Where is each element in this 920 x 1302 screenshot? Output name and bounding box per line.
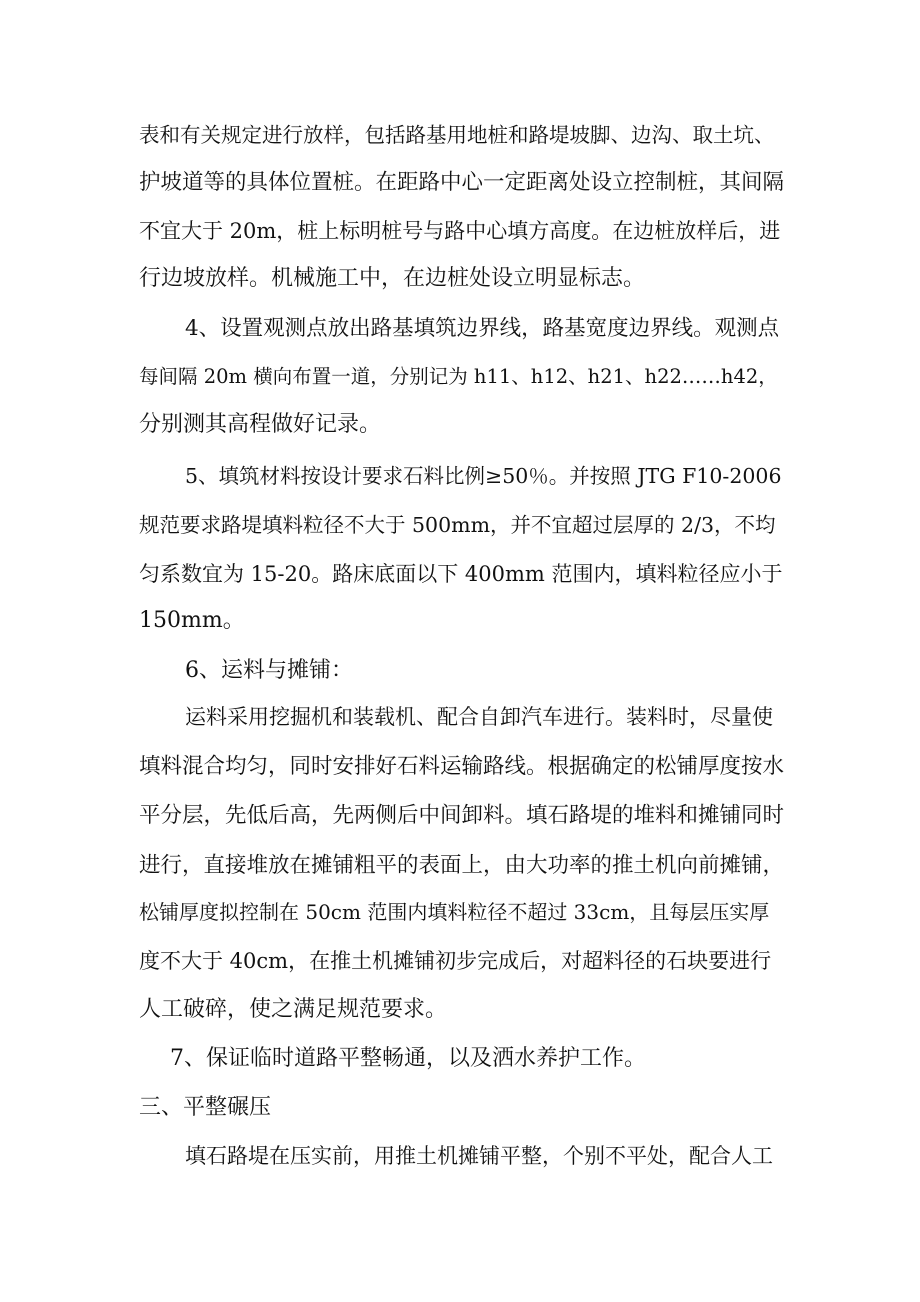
text-line: 填石路堤在压实前，用推土机摊铺平整，个别不平处，配合人工	[185, 1144, 773, 1168]
text-line: 不宜大于 20m，桩上标明桩号与路中心填方高度。在边桩放样后，进	[139, 219, 781, 243]
text-line: 人工破碎，使之满足规范要求。	[139, 997, 448, 1022]
text-line: 护坡道等的具体位置桩。在距路中心一定距离处设立控制桩，其间隔	[139, 170, 785, 195]
text-line: 行边坡放样。机械施工中，在边桩处设立明显标志。	[139, 266, 646, 291]
text-line: 规范要求路堤填料粒径不大于 500mm，并不宜超过层厚的 2/3，不均	[139, 513, 776, 537]
text-line: 每间隔 20m 横向布置一道，分别记为 h11、h12、h21、h22……h42，	[139, 365, 778, 388]
section-heading: 6、运料与摊铺：	[185, 658, 353, 683]
text-line: 运料采用挖掘机和装载机、配合自卸汽车进行。装料时，尽量使	[185, 705, 773, 729]
text-line: 4、设置观测点放出路基填筑边界线，路基宽度边界线。观测点	[185, 316, 780, 341]
section-heading: 三、平整碾压	[139, 1095, 272, 1120]
text-line: 平分层，先低后高，先两侧后中间卸料。填石路堤的堆料和摊铺同时	[139, 803, 785, 828]
text-line: 表和有关规定进行放样，包括路基用地桩和路堤坡脚、边沟、取土坑、	[139, 123, 775, 147]
text-line: 分别测其高程做好记录。	[139, 412, 382, 437]
text-line: 5、填筑材料按设计要求石料比例≥50％。并按照 JTG F10-2006	[185, 464, 782, 488]
text-line: 松铺厚度拟控制在 50cm 范围内填料粒径不超过 33cm，且每层压实厚	[139, 900, 770, 924]
text-line: 7、保证临时道路平整畅通，以及洒水养护工作。	[170, 1046, 646, 1071]
text-line: 填料混合均匀，同时安排好石料运输路线。根据确定的松铺厚度按水	[139, 754, 785, 779]
text-line: 150mm。	[139, 608, 245, 633]
text-line: 度不大于 40cm，在推土机摊铺初步完成后，对超料径的石块要进行	[139, 949, 772, 973]
text-line: 进行，直接堆放在摊铺粗平的表面上，由大功率的推土机向前摊铺，	[139, 853, 785, 878]
text-line: 匀系数宜为 15-20。路床底面以下 400mm 范围内，填料粒径应小于	[139, 562, 783, 586]
